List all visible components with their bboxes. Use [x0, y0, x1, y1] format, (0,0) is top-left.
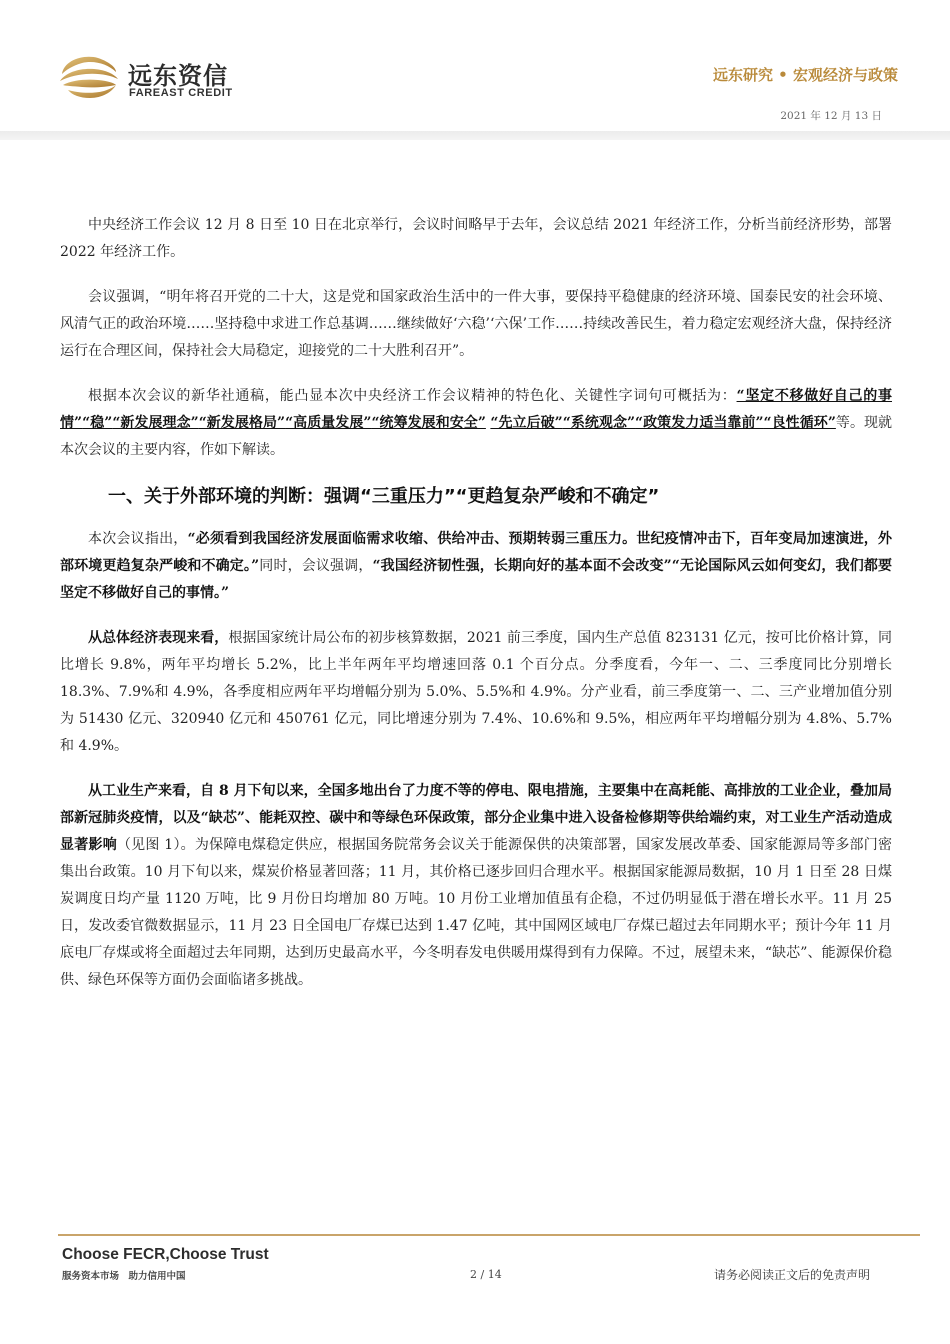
keyword: “新发展格局” [198, 415, 286, 431]
keyword: “稳” [82, 415, 113, 431]
logo-chinese-name: 远东资信 [128, 62, 228, 90]
bold-lead: 从工业生产来看，自 8 月下旬以来，全国多地出台了力度不等的停电、限电措施，主要集中在高耗能、高排放的工业企业，叠加局部新冠肺炎疫情，以及“缺芯”、能耗双控、碳中和等绿色环保政策，部分企业集中进入设备检修期等供给端约束，对工业生产活动造成显著影响 [60, 783, 892, 853]
keyword: “统筹发展和安全” [371, 415, 486, 431]
keyword: “先立后破” [490, 415, 563, 431]
logo-english-name: FAREAST CREDIT [129, 87, 233, 99]
disclaimer-note: 请务必阅读正文后的免责声明 [713, 1268, 870, 1282]
text-run: （见图 1）。为保障电煤稳定供应，根据国务院常务会议关于能源保供的决策部署，国家发展改革委、国家能源局等多部门密集出台政策。10 月下旬以来，煤炭价格显著回落；11 月，其价格已逐步回归合理水平。根据国家能源局数据，10 月 1 日至 28 日煤炭调度日均产量 1120 万吨，比 9 月份日均增加 80 万吨。10 月份工业增加值虽有企稳，不过仍明显低于潜在增长水平。11 月 25 日，发改委官微数据显示，11 月 23 日全国电厂存煤已达到 1.47 亿吨，其中国网区域电厂存煤已超过去年同期水平；预计今年 11 月底电厂存煤或将全面超过去年同期，达到历史最高水平，今冬明春发电供暖用煤得到有力保障。不过，展望未来，“缺芯”、能源保价稳供、绿色环保等方面仍会面临诸多挑战。 [60, 837, 893, 988]
keyword: “新发展理念” [112, 415, 199, 431]
paragraph-industrial-production [60, 778, 892, 994]
document-body [60, 212, 892, 1012]
section-heading-external-environment: 一、关于外部环境的判断：强调“三重压力”“更趋复杂严峻和不确定” [108, 486, 660, 507]
fareast-credit-logo [58, 54, 258, 104]
report-series: 远东研究 • 宏观经济与政策 [712, 66, 898, 84]
keyword: “良性循环” [763, 415, 836, 431]
paragraph-intro: 中央经济工作会议 12 月 8 日至 10 日在北京举行，会议时间略早于去年，会议总结 2021 年经济工作，分析当前经济形势，部署 2022 年经济工作。 [60, 217, 892, 260]
keyword: “高质量发展” [285, 415, 372, 431]
report-date: 2021 年 12 月 13 日 [780, 110, 882, 122]
text-run: 同时，会议强调， [259, 558, 373, 574]
page-header [0, 0, 950, 140]
keywords-outro: 等。现就本次会议的主要内容，作如下解读。 [60, 415, 893, 458]
paragraph-meeting-emphasis: 会议强调，“明年将召开党的二十大，这是党和国家政治生活中的一件大事，要保持平稳健康的经济环境、国泰民安的社会环境、风清气正的政治环境……坚持稳中求进工作总基调……继续做好‘六稳’‘六保’工作……持续改善民生，着力稳定宏观经济大盘，保持经济运行在合理区间，保持社会大局稳定，迎接党的二十大胜利召开”。 [60, 289, 892, 359]
footer-divider [58, 1234, 920, 1236]
keywords-intro: 根据本次会议的新华社通稿，能凸显本次中央经济工作会议精神的特色化、关键性字词句可概括为： [88, 388, 737, 404]
bold-quote: “必须看到我国经济发展面临需求收缩、供给冲击、预期转弱三重压力。世纪疫情冲击下，百年变局加速演进，外部环境更趋复杂严峻和不确定。” [60, 531, 892, 574]
paragraph-keywords [60, 383, 892, 464]
paragraph-three-pressures [60, 526, 892, 607]
page-number: 2 / 14 [470, 1268, 502, 1281]
text-run: 本次会议指出， [88, 531, 188, 547]
keyword: “坚定不移做好自己的事情” [60, 388, 892, 431]
fareast-logo-icon [58, 54, 120, 100]
keyword: “系统观念” [562, 415, 636, 431]
paragraph-overall-economy [60, 625, 892, 760]
text-run: 根据国家统计局公布的初步核算数据，2021 前三季度，国内生产总值 823131 亿元，按可比价格计算，同比增长 9.8%，两年平均增长 5.2%，比上半年两年平均增速回落 0.1 个百分点。分季度看，今年一、二、三季度同比分别增长 18.3%、7.9%和 4.9%，各季度相应两年平均增幅分别为 5.0%、5.5%和 4.9%。分产业看，前三季度第一、二、三产业增加值分别为 51430 亿元、320940 亿元和 450761 亿元，同比增速分别为 7.4%、10.6%和 9.5%，相应两年平均增幅分别为 4.8%、5.7%和 4.9%。 [60, 630, 893, 754]
keyword: “政策发力适当靠前” [635, 415, 764, 431]
bold-quote: “我国经济韧性强，长期向好的基本面不会改变”“无论国际风云如何变幻，我们都要坚定不移做好自己的事情。” [60, 558, 892, 601]
footer-tagline: 服务资本市场 助力信用中国 [62, 1271, 186, 1282]
header-divider [0, 131, 950, 140]
footer-slogan: Choose FECR,Choose Trust [62, 1246, 269, 1263]
bold-lead: 从总体经济表现来看， [88, 630, 229, 646]
